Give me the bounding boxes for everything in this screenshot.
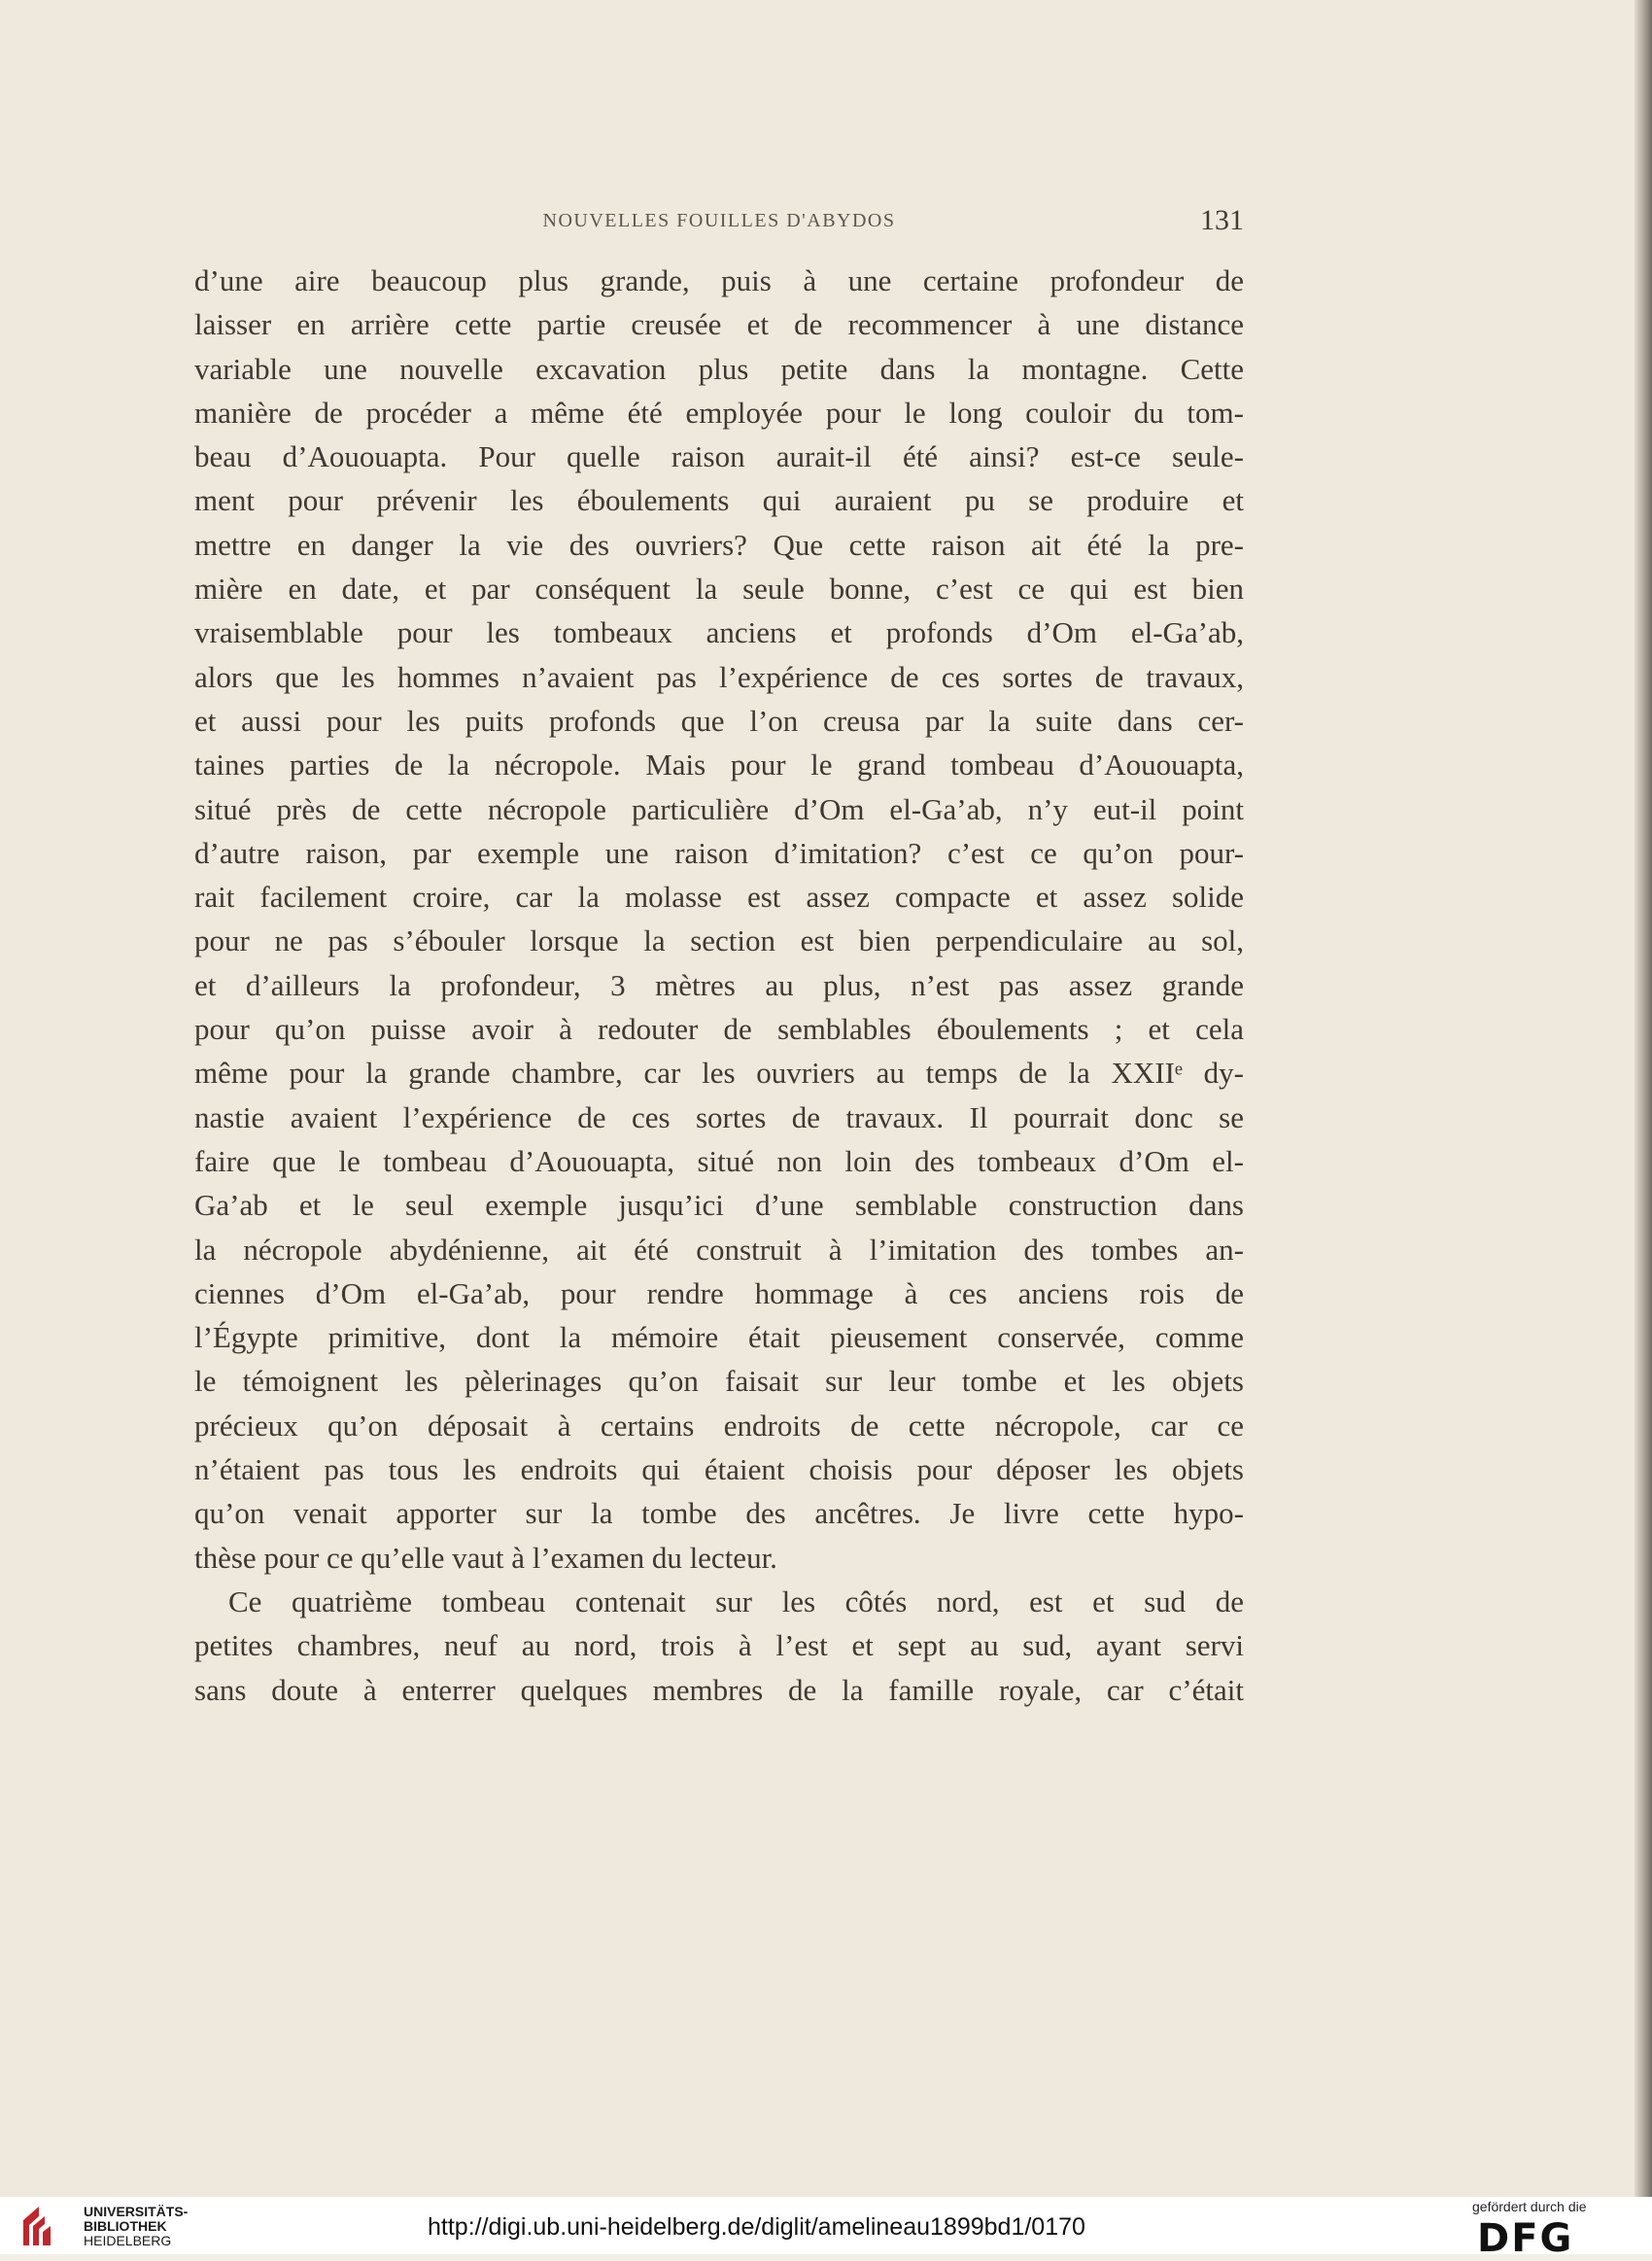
dfg-logo: DFG bbox=[1477, 2216, 1574, 2261]
text-line: Ce quatrième tombeau contenait sur les côtés nord, est et sud de bbox=[228, 1583, 1244, 1618]
text-line: et aussi pour les puits profonds que l’on creusa par la suite dans cer- bbox=[194, 703, 1244, 738]
text-line: ciennes d’Om el-Ga’ab, pour rendre hommage à ces anciens rois de bbox=[194, 1275, 1244, 1310]
text-line: sans doute à enterrer quelques membres de la famille royale, car c’était bbox=[194, 1672, 1244, 1707]
text-line: laisser en arrière cette partie creusée et de recommencer à une distance bbox=[194, 307, 1244, 342]
funding-label: gefördert durch die bbox=[1472, 2199, 1587, 2214]
text-line: qu’on venait apporter sur la tombe des ancêtres. Je livre cette hypo- bbox=[194, 1496, 1244, 1531]
text-line: beau d’Aououapta. Pour quelle raison aurait-il été ainsi? est-ce seule- bbox=[194, 439, 1244, 474]
body-text bbox=[194, 259, 1244, 1712]
text-line: l’Égypte primitive, dont la mémoire était pieusement conservée, comme bbox=[194, 1320, 1244, 1355]
running-head bbox=[194, 204, 1244, 243]
text-line: d’une aire beaucoup plus grande, puis à une certaine profondeur de bbox=[194, 263, 1244, 297]
text-line: manière de procéder a même été employée pour le long couloir du tom- bbox=[194, 395, 1244, 430]
text-line: ment pour prévenir les éboulements qui auraient pu se produire et bbox=[194, 483, 1244, 518]
text-line: pour qu’on puisse avoir à redouter de semblables éboulements ; et cela bbox=[194, 1012, 1244, 1047]
text-line: alors que les hommes n’avaient pas l’expérience de ces sortes de travaux, bbox=[194, 659, 1244, 694]
library-logo-icon bbox=[19, 2203, 70, 2249]
text-line: mettre en danger la vie des ouvriers? Que cette raison ait été la pre- bbox=[194, 527, 1244, 562]
library-name-line: UNIVERSITÄTS- bbox=[84, 2204, 189, 2219]
text-line: mière en date, et par conséquent la seule bonne, c’est ce qui est bien bbox=[194, 572, 1244, 607]
library-name bbox=[84, 2205, 188, 2248]
text-line: n’étaient pas tous les endroits qui étaient choisis pour déposer les objets bbox=[194, 1452, 1244, 1487]
library-name-line: HEIDELBERG bbox=[84, 2233, 172, 2248]
text-line: thèse pour ce qu’elle vaut à l’examen du lecteur. bbox=[194, 1540, 777, 1575]
text-line: la nécropole abydénienne, ait été construit à l’imitation des tombes an- bbox=[194, 1232, 1244, 1267]
text-line: Ga’ab et le seul exemple jusqu’ici d’une semblable construction dans bbox=[194, 1188, 1244, 1223]
text-line: situé près de cette nécropole particulière d’Om el-Ga’ab, n’y eut-il point bbox=[194, 791, 1244, 826]
running-title: NOUVELLES FOUILLES D'ABYDOS bbox=[542, 210, 896, 231]
library-name-line: BIBLIOTHEK bbox=[84, 2218, 167, 2234]
text-line: variable une nouvelle excavation plus petite dans la montagne. Cette bbox=[194, 351, 1244, 386]
page-number: 131 bbox=[1200, 204, 1244, 236]
page-edge-shadow bbox=[1635, 0, 1652, 2197]
text-line: rait facilement croire, car la molasse est assez compacte et assez solide bbox=[194, 880, 1244, 915]
text-line: faire que le tombeau d’Aououapta, situé non loin des tombeaux d’Om el- bbox=[194, 1143, 1244, 1178]
text-line: taines parties de la nécropole. Mais pour le grand tombeau d’Aououapta, bbox=[194, 748, 1244, 783]
text-line: petites chambres, neuf au nord, trois à l’est et sept au sud, ayant servi bbox=[194, 1628, 1244, 1663]
source-url-link[interactable]: http://digi.ub.uni-heidelberg.de/diglit/amelineau1899bd1/0170 bbox=[428, 2213, 1085, 2241]
text-line: vraisemblable pour les tombeaux anciens et profonds d’Om el-Ga’ab, bbox=[194, 615, 1244, 650]
text-line: précieux qu’on déposait à certains endroits de cette nécropole, car ce bbox=[194, 1408, 1244, 1443]
text-line: pour ne pas s’ébouler lorsque la section est bien perpendiculaire au sol, bbox=[194, 923, 1244, 958]
text-line: le témoignent les pèlerinages qu’on faisait sur leur tombe et les objets bbox=[194, 1364, 1244, 1399]
text-line: d’autre raison, par exemple une raison d’imitation? c’est ce qu’on pour- bbox=[194, 835, 1244, 870]
text-line: même pour la grande chambre, car les ouvriers au temps de la XXIIᵉ dy- bbox=[194, 1056, 1244, 1091]
text-line: nastie avaient l’expérience de ces sortes de travaux. Il pourrait donc se bbox=[194, 1099, 1244, 1134]
text-line: et d’ailleurs la profondeur, 3 mètres au plus, n’est pas assez grande bbox=[194, 967, 1244, 1002]
